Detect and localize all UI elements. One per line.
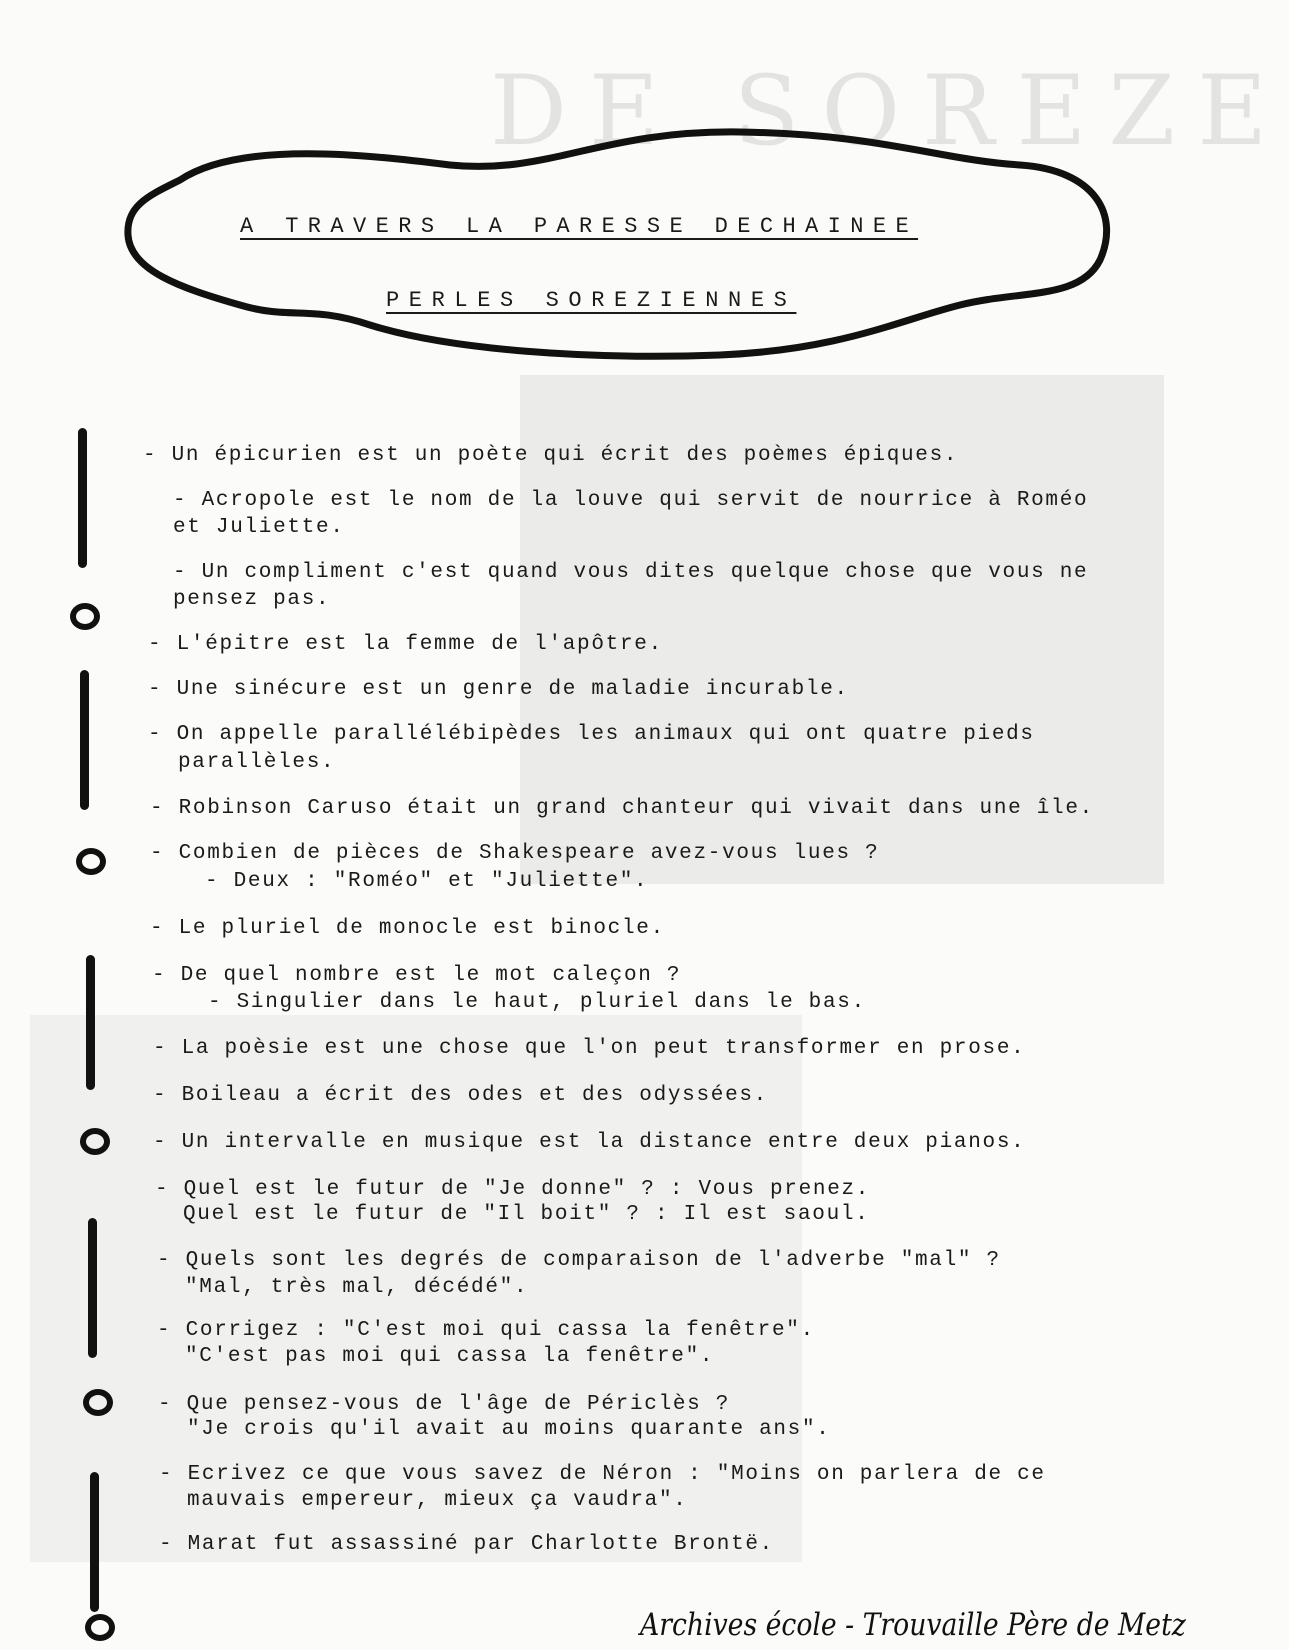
pearl-line: - Singulier dans le haut, pluriel dans le bas.: [208, 991, 866, 1014]
pearl-line: - Corrigez : "C'est moi qui cassa la fenêtre".: [157, 1319, 815, 1342]
pearl-line: - Deux : "Roméo" et "Juliette".: [205, 870, 649, 893]
pearl-line: - Marat fut assassiné par Charlotte Brontë.: [159, 1533, 774, 1556]
handwritten-note: Archives école - Trouvaille Père de Metz: [640, 1607, 1186, 1643]
pearl-line: pensez pas.: [173, 588, 331, 611]
pearl-line: - La poèsie est une chose que l'on peut transformer en prose.: [153, 1037, 1026, 1060]
pearl-line: - Que pensez-vous de l'âge de Périclès ?: [158, 1393, 731, 1416]
pearl-line: - Quels sont les degrés de comparaison de l'adverbe "mal" ?: [157, 1249, 1001, 1272]
pearl-line: - De quel nombre est le mot caleçon ?: [152, 964, 682, 987]
title-line-1: A TRAVERS LA PARESSE DECHAINEE: [240, 214, 919, 239]
title-line-2: PERLES SOREZIENNES: [386, 288, 797, 313]
pearl-line: parallèles.: [178, 751, 336, 774]
pearl-line: - Boileau a écrit des odes et des odyssées.: [153, 1084, 768, 1107]
pearl-line: - Une sinécure est un genre de maladie incurable.: [148, 678, 849, 701]
pearl-line: - Un intervalle en musique est la distance entre deux pianos.: [153, 1131, 1026, 1154]
pearl-line: "C'est pas moi qui cassa la fenêtre".: [185, 1345, 715, 1368]
pearl-line: Quel est le futur de "Il boit" ? : Il est saoul.: [183, 1203, 870, 1226]
pearl-line: - Un compliment c'est quand vous dites quelque chose que vous ne: [173, 561, 1089, 584]
pearl-line: mauvais empereur, mieux ça vaudra".: [187, 1489, 688, 1512]
pearl-line: "Mal, très mal, décédé".: [185, 1276, 529, 1299]
pearl-line: - Quel est le futur de "Je donne" ? : Vous prenez.: [155, 1178, 871, 1201]
pearl-line: - On appelle parallélébipèdes les animaux qui ont quatre pieds: [148, 723, 1035, 746]
pearl-line: - Ecrivez ce que vous savez de Néron : "Moins on parlera de ce: [159, 1463, 1046, 1486]
showthrough-text: DE SOREZE: [490, 55, 1289, 167]
pearl-line: "Je crois qu'il avait au moins quarante ans".: [187, 1418, 831, 1441]
pearl-line: - Robinson Caruso était un grand chanteur qui vivait dans une île.: [150, 797, 1094, 820]
pearl-line: - Combien de pièces de Shakespeare avez-vous lues ?: [150, 842, 880, 865]
pearl-line: et Juliette.: [173, 516, 345, 539]
pearl-line: - L'épitre est la femme de l'apôtre.: [148, 633, 663, 656]
pearl-line: - Le pluriel de monocle est binocle.: [150, 917, 665, 940]
pearl-line: - Un épicurien est un poète qui écrit des poèmes épiques.: [143, 444, 959, 467]
pearl-line: - Acropole est le nom de la louve qui servit de nourrice à Roméo: [173, 489, 1089, 512]
